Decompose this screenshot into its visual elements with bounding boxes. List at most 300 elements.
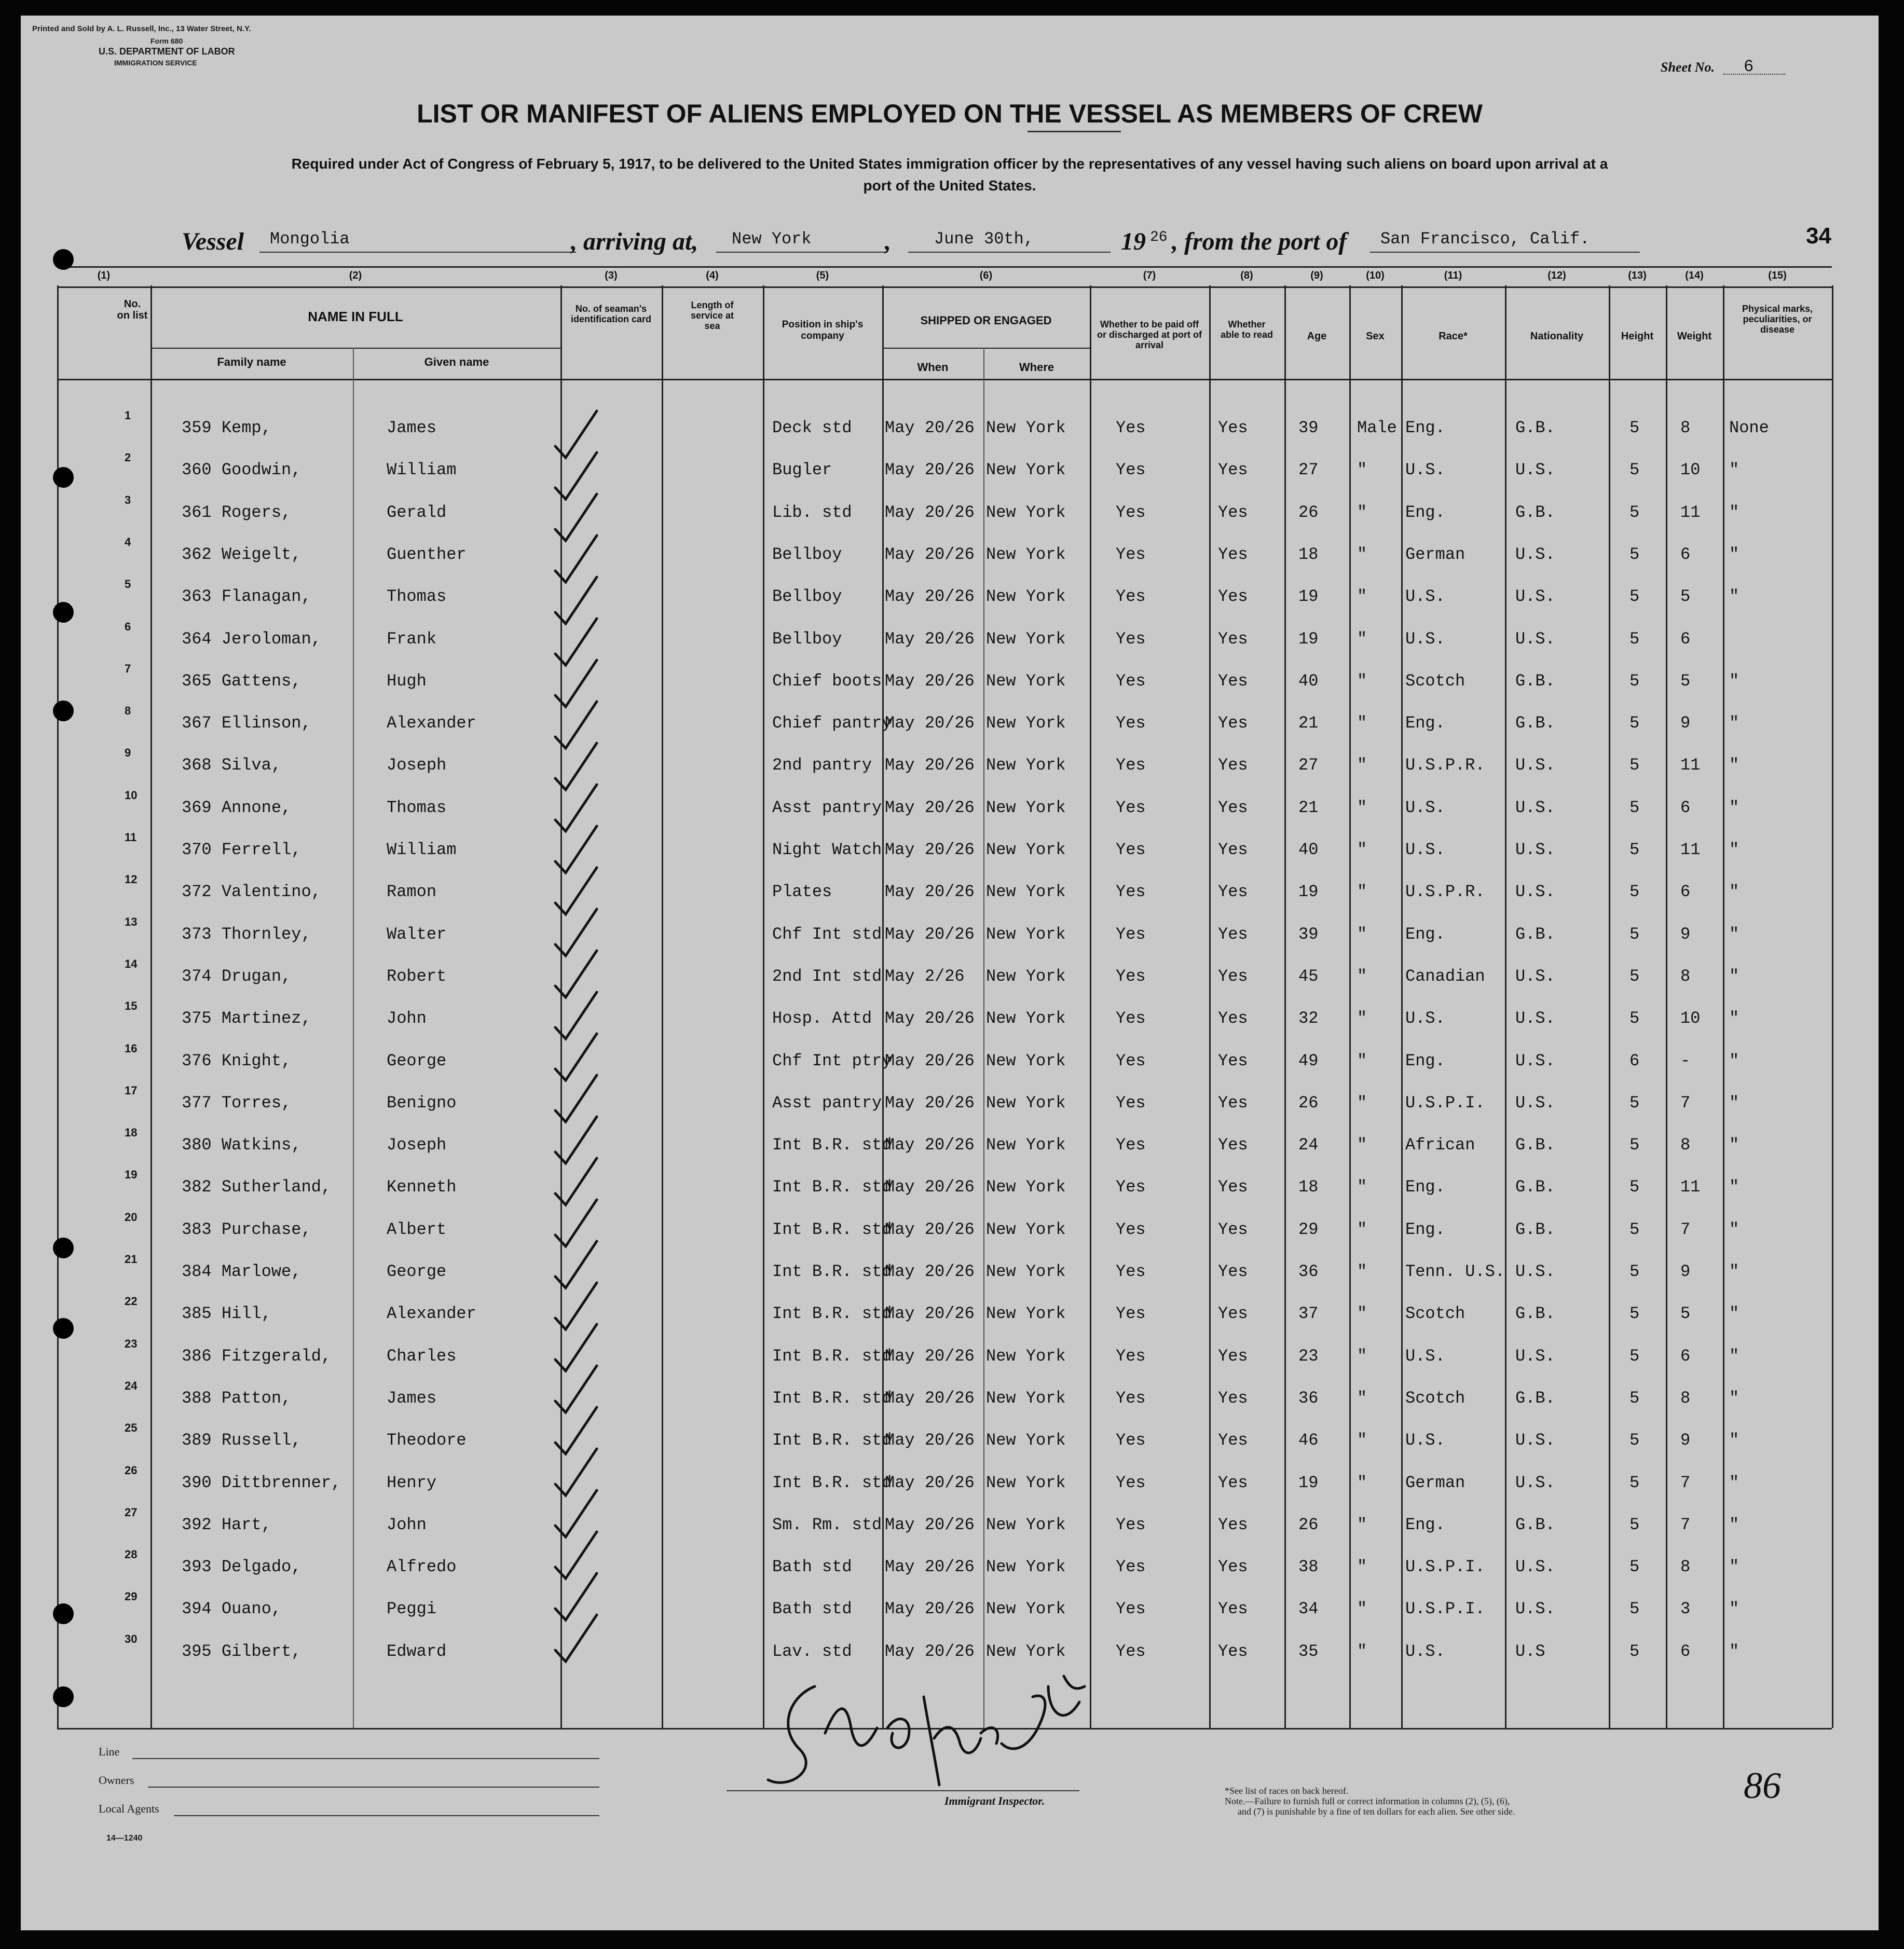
height-cell: 5 (1629, 1304, 1640, 1324)
physical-marks-cell: " (1729, 1093, 1739, 1113)
able-to-read-cell: Yes (1218, 1473, 1248, 1492)
height-cell: 5 (1629, 840, 1640, 859)
weight-cell: - (1680, 1051, 1691, 1070)
sheet-number-rule (1723, 74, 1785, 75)
age-cell: 26 (1298, 1093, 1319, 1113)
table-row (21, 1328, 1879, 1370)
col-when: When (917, 361, 949, 374)
able-to-read-cell: Yes (1218, 882, 1248, 902)
paid-off-cell: Yes (1116, 418, 1146, 437)
weight-cell: 6 (1680, 544, 1691, 564)
sex-cell: " (1357, 1388, 1367, 1408)
physical-marks-cell: " (1729, 587, 1739, 607)
paid-off-cell: Yes (1116, 713, 1146, 733)
physical-marks-cell: " (1729, 798, 1739, 817)
sex-cell: " (1357, 1009, 1367, 1028)
col-shipped-or-engaged: SHIPPED OR ENGAGED (920, 314, 1052, 327)
race-cell: African (1405, 1135, 1475, 1155)
col-identification-card: No. of seaman's identification card (570, 304, 652, 324)
page-title: LIST OR MANIFEST OF ALIENS EMPLOYED ON THE VESSEL AS MEMBERS OF CREW (417, 99, 1483, 128)
family-name-cell: 362 Weigelt, (182, 544, 302, 564)
shipped-when-cell: May 20/26 (885, 460, 975, 480)
col-weight: Weight (1677, 331, 1712, 342)
col-able-to-read: Whether able to read (1220, 319, 1273, 340)
row-number: 20 (125, 1210, 138, 1224)
row-number: 22 (125, 1295, 138, 1308)
given-name-cell: Hugh (387, 671, 427, 691)
height-cell: 5 (1629, 713, 1640, 733)
physical-marks-cell: " (1729, 1219, 1739, 1239)
position-cell: Hosp. Attd (772, 1009, 872, 1028)
nationality-cell: U.S. (1515, 1009, 1555, 1028)
sheet-label: Sheet No. (1661, 60, 1715, 75)
binder-hole (53, 467, 74, 488)
race-cell: U.S. (1405, 1431, 1445, 1450)
position-cell: 2nd pantry (772, 756, 872, 775)
shipped-when-cell: May 20/26 (885, 1262, 975, 1281)
weight-cell: 9 (1680, 1431, 1691, 1450)
family-name-cell: 390 Dittbrenner, (182, 1473, 341, 1492)
physical-marks-cell: " (1729, 1262, 1739, 1281)
family-name-cell: 388 Patton, (182, 1388, 292, 1408)
row-number: 14 (125, 957, 138, 970)
age-cell: 23 (1298, 1346, 1319, 1366)
sex-cell: " (1357, 1093, 1367, 1113)
sex-cell: " (1357, 840, 1367, 859)
race-cell: German (1405, 1473, 1465, 1492)
shipped-when-cell: May 20/26 (885, 1641, 975, 1661)
physical-marks-cell: " (1729, 1388, 1739, 1408)
shipped-where-cell: New York (986, 1219, 1066, 1239)
able-to-read-cell: Yes (1218, 1557, 1248, 1577)
given-name-cell: Frank (387, 629, 437, 649)
height-cell: 5 (1629, 1473, 1640, 1492)
paid-off-cell: Yes (1116, 1599, 1146, 1619)
paid-off-cell: Yes (1116, 924, 1146, 944)
position-cell: Int B.R. std (772, 1473, 892, 1492)
paid-off-cell: Yes (1116, 1009, 1146, 1028)
shipped-when-cell: May 20/26 (885, 1219, 975, 1239)
given-name-cell: John (387, 1009, 427, 1028)
col-name-in-full: NAME IN FULL (308, 309, 403, 324)
shipped-when-cell: May 20/26 (885, 1388, 975, 1408)
given-name-cell: Walter (387, 924, 447, 944)
shipped-when-cell: May 20/26 (885, 1473, 975, 1492)
physical-marks-cell: " (1729, 1599, 1739, 1619)
family-name-cell: 367 Ellinson, (182, 713, 311, 733)
age-cell: 45 (1298, 966, 1319, 986)
able-to-read-cell: Yes (1218, 1346, 1248, 1366)
from-port: San Francisco, Calif. (1380, 229, 1590, 249)
physical-marks-cell: " (1729, 460, 1739, 480)
shipped-when-cell: May 20/26 (885, 1093, 975, 1113)
shipped-where-cell: New York (986, 966, 1066, 986)
shipped-when-cell: May 20/26 (885, 1009, 975, 1028)
nationality-cell: U.S (1515, 1641, 1545, 1661)
position-cell: Asst pantry (772, 1093, 882, 1113)
weight-cell: 5 (1680, 587, 1691, 607)
table-row (21, 695, 1879, 737)
inspector-label: Immigrant Inspector. (944, 1794, 1045, 1807)
race-cell: Eng. (1405, 924, 1445, 944)
binder-hole (53, 1238, 74, 1258)
paid-off-cell: Yes (1116, 1431, 1146, 1450)
physical-marks-cell: " (1729, 1431, 1739, 1450)
paid-off-cell: Yes (1116, 1135, 1146, 1155)
row-number: 13 (125, 915, 138, 928)
age-cell: 19 (1298, 882, 1319, 902)
checkmark-column (545, 389, 618, 1686)
race-cell: Scotch (1405, 1304, 1465, 1324)
shipped-when-cell: May 20/26 (885, 418, 975, 437)
physical-marks-cell: " (1729, 1304, 1739, 1324)
paid-off-cell: Yes (1116, 1641, 1146, 1661)
sex-cell: " (1357, 924, 1367, 944)
race-cell: U.S. (1405, 1009, 1445, 1028)
position-cell: Int B.R. std (772, 1388, 892, 1408)
age-cell: 21 (1298, 798, 1319, 817)
sex-cell: " (1357, 1473, 1367, 1492)
table-row (21, 568, 1879, 610)
table-row (21, 611, 1879, 653)
manifest-sheet: Printed and Sold by A. L. Russell, Inc., 13 Water Street, N.Y. Form 680 U.S. DEPARTMENT OF LABOR IMMIGRATION SERVICE Sheet No. 6 LIST OR MANIFEST OF ALIENS EMPLOYED ON THE VESSEL AS MEMBERS OF CREW Required under Act of Congress of February 5, 1917, to be delivered to the United States immigration officer by the representatives of any vessel having such aliens on board upon arrival at a port of the United States. Vessel Mongolia , arriving at, New York , June 30th, 19 26 , from the port of San Francisco, Calif. 34 (1) No. on list (2) NAME IN FULL Family name Given name (3) No. of seaman's identification card (4) Length of service at sea (5) Position in ship's company (6) SHIPPED OR ENGAGED When Where (7) Whether to be paid off or discharged at port of arrival (8) Whether able to read (9) Age (10) Sex (11) Race* (12) Nationality (13) Height (14) Weight (15) Physical marks, peculiarities, or disease 1 359 Kemp, James Deck std May 20/26 New York Yes Yes 39 Male Eng. G.B. 5 8 None 2 360 Goodwin, William Bugler May 20/26 New York Yes Yes 27 " U.S. U.S. 5 10 " 3 361 Rogers, Gerald Lib. std May 20/26 New York Yes Yes 26 " Eng. G.B. 5 11 " 4 362 Weigelt, Guenther Bellboy May 20/26 New York Yes Yes 18 " German U.S. 5 6 " 5 363 Flanagan, Thomas Bellboy May 20/26 New York Yes Yes 19 " U.S. U.S. 5 5 " 6 364 Jeroloman, Frank Bellboy May 20/26 New York Yes Yes 19 " U.S. U.S. 5 6 7 365 Gattens, Hugh Chief boots May 20/26 New York Yes Yes 40 " Scotch G.B. 5 5 " 8 367 Ellinson, Alexander Chief pantry May 20/26 New York Yes Yes 21 " Eng. G.B. 5 9 " 9 368 Silva, Joseph 2nd pantry May 20/26 New York Yes Yes 27 " U.S.P.R. U.S. 5 11 " 10 369 Annone, Thomas Asst pantry May 20/26 New York Yes Yes 21 " U.S. U.S. 5 6 " 11 370 Ferrell, William Night Watch May 20/26 New York Yes Yes 40 " U.S. U.S. 5 11 " 12 372 Valentino, Ramon Plates May 20/26 New York Yes Yes 19 " U.S.P.R. U.S. 5 6 " 13 373 Thornley, Walter Chf Int std May 20/26 New York Yes Yes 39 " Eng. G.B. 5 9 " 14 374 Drugan, Robert 2nd Int std May 2/26 New York Yes Yes 45 " Canadian U.S. 5 8 " 15 375 Martinez, John Hosp. Attd May 20/26 New York Yes Yes 32 " U.S. U.S. 5 10 " 16 376 Knight, George Chf Int ptry May 20/26 New York Yes Yes 49 " Eng. U.S. 6 - " 17 377 Torres, Benigno Asst pantry May 20/26 New York Yes Yes 26 " U.S.P.I. U.S. 5 7 " 18 380 Watkins, Joseph Int B.R. std May 20/26 New York Yes Yes 24 " African G.B. 5 8 " 19 382 Sutherland, Kenneth Int B.R. std May 20/26 New York Yes Yes 18 " Eng. G.B. 5 11 " 20 383 Purchase, Albert Int B.R. std May 20/26 New York Yes Yes 29 " Eng. G.B. 5 7 " 21 384 Marlowe, George Int B.R. std May 20/26 New York Yes Yes 36 " Tenn. U.S. U.S. 5 9 " 22 385 Hill, Alexander Int B.R. std May 20/26 New York Yes Yes 37 " Scotch G.B. 5 5 " 23 386 Fitzgerald, Charles Int B.R. std May 20/26 New York Yes Yes 23 " U.S. U.S. 5 6 " 24 388 Patton, James Int B.R. std May 20/26 New York Yes Yes 36 " Scotch G.B. 5 8 " 25 389 Russell, Theodore Int B.R. std May 20/26 New York Yes Yes 46 " U.S. U.S. 5 9 " 26 390 Dittbrenner, Henry Int B.R. std May 20/26 New York Yes Yes 19 " German U.S. 5 7 " 27 392 Hart, John Sm. Rm. std May 20/26 New York Yes Yes 26 " Eng. G.B. 5 7 " 28 393 Delgado, Alfredo Bath std May 20/26 New York Yes Yes 38 " U.S.P.I. U.S. 5 8 " 29 394 Ouano, Peggi Bath std May 20/26 New York Yes Yes 34 " U.S.P.I. U.S. 5 3 " 30 395 Gilbert, Edward Lav. std May 20/26 New York Yes Yes 35 " U.S. U.S 5 6 " Line Owners Local Agents 14—1240 Immigrant Inspector. *See list of races on back hereof. Note.—Failure to furnish full or correct information in columns (2), (5), (6), and (7) is punishable by a fine of ten dollars for each alien. See other side. 86 (21, 16, 1879, 1930)
table-row (21, 1497, 1879, 1539)
row-number: 12 (125, 873, 138, 886)
race-cell: Eng. (1405, 1515, 1445, 1534)
physical-marks-cell: " (1729, 1641, 1739, 1661)
nationality-cell: U.S. (1515, 544, 1555, 564)
height-cell: 5 (1629, 1177, 1640, 1197)
title-rule (1028, 131, 1121, 132)
physical-marks-cell: " (1729, 1473, 1739, 1492)
weight-cell: 6 (1680, 1346, 1691, 1366)
shipped-where-cell: New York (986, 587, 1066, 607)
height-cell: 5 (1629, 587, 1640, 607)
position-cell: Int B.R. std (772, 1346, 892, 1366)
race-cell: U.S.P.R. (1405, 756, 1485, 775)
table-row (21, 948, 1879, 990)
nationality-cell: G.B. (1515, 924, 1555, 944)
age-cell: 18 (1298, 1177, 1319, 1197)
table-row (21, 1159, 1879, 1201)
position-cell: Bath std (772, 1557, 852, 1577)
height-cell: 5 (1629, 418, 1640, 437)
table-row (21, 1454, 1879, 1497)
nationality-cell: G.B. (1515, 671, 1555, 691)
height-cell: 5 (1629, 502, 1640, 522)
weight-cell: 6 (1680, 882, 1691, 902)
given-name-cell: Joseph (387, 1135, 447, 1155)
race-cell: U.S. (1405, 587, 1445, 607)
given-name-cell: Thomas (387, 587, 447, 607)
position-cell: Asst pantry (772, 798, 882, 817)
family-name-cell: 363 Flanagan, (182, 587, 311, 607)
able-to-read-cell: Yes (1218, 1093, 1248, 1113)
row-number: 19 (125, 1168, 138, 1182)
shipped-when-cell: May 20/26 (885, 1599, 975, 1619)
weight-cell: 9 (1680, 924, 1691, 944)
sex-cell: " (1357, 1641, 1367, 1661)
height-cell: 5 (1629, 629, 1640, 649)
date-rule (908, 252, 1111, 253)
given-name-cell: Theodore (387, 1431, 467, 1450)
paid-off-cell: Yes (1116, 1557, 1146, 1577)
nationality-cell: G.B. (1515, 1388, 1555, 1408)
shipped-where-cell: New York (986, 1177, 1066, 1197)
shipped-where-cell: New York (986, 1051, 1066, 1070)
family-name-cell: 382 Sutherland, (182, 1177, 332, 1197)
able-to-read-cell: Yes (1218, 713, 1248, 733)
weight-cell: 8 (1680, 966, 1691, 986)
position-cell: Lav. std (772, 1641, 852, 1661)
able-to-read-cell: Yes (1218, 460, 1248, 480)
able-to-read-cell: Yes (1218, 1431, 1248, 1450)
header-bottom-rule (57, 379, 1832, 380)
sex-cell: " (1357, 966, 1367, 986)
table-row (21, 400, 1879, 442)
shipped-where-cell: New York (986, 1304, 1066, 1324)
position-cell: Bath std (772, 1599, 852, 1619)
nationality-cell: U.S. (1515, 966, 1555, 986)
race-cell: Tenn. U.S. (1405, 1262, 1505, 1281)
col-position: Position in ship's company (782, 319, 864, 341)
height-cell: 5 (1629, 756, 1640, 775)
footer-owners-label: Owners (99, 1774, 134, 1787)
family-name-cell: 361 Rogers, (182, 502, 292, 522)
height-cell: 5 (1629, 1431, 1640, 1450)
nationality-cell: G.B. (1515, 1177, 1555, 1197)
col-given-name: Given name (424, 355, 489, 368)
shipped-where-cell: New York (986, 629, 1066, 649)
paid-off-cell: Yes (1116, 1515, 1146, 1534)
nationality-cell: U.S. (1515, 1262, 1555, 1281)
given-name-cell: Joseph (387, 756, 447, 775)
nationality-cell: U.S. (1515, 798, 1555, 817)
sex-cell: " (1357, 1051, 1367, 1070)
table-row (21, 737, 1879, 779)
table-row (21, 821, 1879, 863)
family-name-cell: 386 Fitzgerald, (182, 1346, 332, 1366)
arriving-label: , arriving at, (571, 228, 698, 255)
shipped-when-cell: May 20/26 (885, 1431, 975, 1450)
family-name-cell: 373 Thornley, (182, 924, 311, 944)
position-cell: Plates (772, 882, 832, 902)
row-number: 9 (125, 746, 131, 760)
col-sex: Sex (1366, 331, 1385, 342)
paid-off-cell: Yes (1116, 629, 1146, 649)
paid-off-cell: Yes (1116, 1093, 1146, 1113)
age-cell: 34 (1298, 1599, 1319, 1619)
paid-off-cell: Yes (1116, 882, 1146, 902)
age-cell: 27 (1298, 756, 1319, 775)
height-cell: 5 (1629, 882, 1640, 902)
weight-cell: 7 (1680, 1093, 1691, 1113)
able-to-read-cell: Yes (1218, 924, 1248, 944)
shipped-when-cell: May 2/26 (885, 966, 965, 986)
nationality-cell: U.S. (1515, 1051, 1555, 1070)
shipped-where-cell: New York (986, 502, 1066, 522)
sex-cell: " (1357, 1431, 1367, 1450)
shipped-where-cell: New York (986, 1262, 1066, 1281)
physical-marks-cell: " (1729, 1177, 1739, 1197)
family-name-cell: 377 Torres, (182, 1093, 292, 1113)
race-cell: U.S. (1405, 798, 1445, 817)
race-cell: Eng. (1405, 1219, 1445, 1239)
given-name-cell: Benigno (387, 1093, 457, 1113)
nationality-cell: U.S. (1515, 460, 1555, 480)
height-cell: 5 (1629, 544, 1640, 564)
physical-marks-cell: " (1729, 1135, 1739, 1155)
paid-off-cell: Yes (1116, 671, 1146, 691)
position-cell: Chf Int ptry (772, 1051, 892, 1070)
position-cell: Int B.R. std (772, 1304, 892, 1324)
sex-cell: " (1357, 1219, 1367, 1239)
position-cell: 2nd Int std (772, 966, 882, 986)
given-name-cell: Kenneth (387, 1177, 457, 1197)
table-row (21, 1075, 1879, 1117)
able-to-read-cell: Yes (1218, 1009, 1248, 1028)
paid-off-cell: Yes (1116, 1219, 1146, 1239)
nationality-cell: G.B. (1515, 502, 1555, 522)
sex-cell: " (1357, 882, 1367, 902)
nationality-cell: U.S. (1515, 587, 1555, 607)
paid-off-cell: Yes (1116, 1388, 1146, 1408)
position-cell: Int B.R. std (772, 1177, 892, 1197)
given-name-cell: Alexander (387, 1304, 476, 1324)
age-cell: 26 (1298, 1515, 1319, 1534)
footer-note-2: Note.—Failure to furnish full or correct information in columns (2), (5), (6), (1225, 1796, 1510, 1806)
weight-cell: 11 (1680, 840, 1701, 859)
arriving-port: New York (732, 229, 812, 249)
row-number: 2 (125, 451, 131, 464)
inspector-signature (758, 1666, 1121, 1801)
height-cell: 5 (1629, 1599, 1640, 1619)
row-number: 21 (125, 1253, 138, 1266)
table-row (21, 442, 1879, 484)
height-cell: 5 (1629, 671, 1640, 691)
printer-line: Printed and Sold by A. L. Russell, Inc., 13 Water Street, N.Y. (32, 24, 251, 33)
age-cell: 35 (1298, 1641, 1319, 1661)
physical-marks-cell: " (1729, 882, 1739, 902)
weight-cell: 11 (1680, 502, 1701, 522)
shipped-where-cell: New York (986, 544, 1066, 564)
shipped-where-cell: New York (986, 1135, 1066, 1155)
shipped-when-cell: May 20/26 (885, 798, 975, 817)
sex-cell: " (1357, 671, 1367, 691)
age-cell: 26 (1298, 502, 1319, 522)
page-mark: 34 (1806, 223, 1831, 249)
sex-cell: " (1357, 460, 1367, 480)
nationality-cell: U.S. (1515, 1346, 1555, 1366)
race-cell: U.S.P.I. (1405, 1557, 1485, 1577)
age-cell: 39 (1298, 924, 1319, 944)
nationality-cell: G.B. (1515, 1219, 1555, 1239)
height-cell: 5 (1629, 1557, 1640, 1577)
family-name-cell: 376 Knight, (182, 1051, 292, 1070)
col-family-name: Family name (217, 355, 286, 368)
shipped-when-cell: May 20/26 (885, 924, 975, 944)
paid-off-cell: Yes (1116, 1177, 1146, 1197)
race-cell: U.S. (1405, 1346, 1445, 1366)
year-label: 19 (1121, 228, 1146, 255)
sex-cell: " (1357, 1515, 1367, 1534)
shipped-where-cell: New York (986, 1431, 1066, 1450)
nationality-cell: G.B. (1515, 1304, 1555, 1324)
row-number: 29 (125, 1590, 138, 1603)
age-cell: 37 (1298, 1304, 1319, 1324)
able-to-read-cell: Yes (1218, 840, 1248, 859)
from-label: , from the port of (1172, 228, 1347, 255)
weight-cell: 10 (1680, 1009, 1701, 1028)
shipped-where-cell: New York (986, 1473, 1066, 1492)
footer-line-label: Line (99, 1745, 120, 1758)
race-cell: Eng. (1405, 418, 1445, 437)
corner-number: 86 (1744, 1765, 1781, 1806)
footer-note-3: and (7) is punishable by a fine of ten dollars for each alien. See other side. (1238, 1806, 1515, 1817)
given-name-cell: George (387, 1051, 447, 1070)
physical-marks-cell: " (1729, 713, 1739, 733)
height-cell: 5 (1629, 798, 1640, 817)
arriving-rule (716, 252, 887, 253)
sex-cell: Male (1357, 418, 1397, 437)
row-number: 24 (125, 1379, 138, 1392)
subtitle-line-1: Required under Act of Congress of February 5, 1917, to be delivered to the United States immigration officer by the representatives of any vessel having such aliens on board upon arrival at a (291, 156, 1608, 172)
given-name-cell: Guenther (387, 544, 467, 564)
table-row (21, 653, 1879, 695)
sex-cell: " (1357, 713, 1367, 733)
form-number: Form 680 (150, 37, 183, 45)
family-name-cell: 375 Martinez, (182, 1009, 311, 1028)
race-cell: U.S.P.R. (1405, 882, 1485, 902)
age-cell: 36 (1298, 1388, 1319, 1408)
physical-marks-cell: " (1729, 756, 1739, 775)
nationality-cell: G.B. (1515, 1515, 1555, 1534)
age-cell: 19 (1298, 629, 1319, 649)
col-where: Where (1019, 361, 1054, 374)
vessel-rule (259, 252, 576, 253)
row-number: 23 (125, 1337, 138, 1350)
height-cell: 5 (1629, 1641, 1640, 1661)
weight-cell: 10 (1680, 460, 1701, 480)
table-top-rule (57, 266, 1832, 268)
given-name-cell: James (387, 418, 437, 437)
row-number: 10 (125, 788, 138, 802)
given-name-cell: Thomas (387, 798, 447, 817)
race-cell: Eng. (1405, 713, 1445, 733)
family-name-cell: 394 Ouano, (182, 1599, 282, 1619)
position-cell: Bellboy (772, 544, 842, 564)
weight-cell: 11 (1680, 756, 1701, 775)
shipped-where-cell: New York (986, 1346, 1066, 1366)
family-name-cell: 364 Jeroloman, (182, 629, 321, 649)
shipped-when-cell: May 20/26 (885, 544, 975, 564)
able-to-read-cell: Yes (1218, 502, 1248, 522)
weight-cell: 8 (1680, 1388, 1691, 1408)
table-row (21, 1623, 1879, 1665)
binder-hole (53, 701, 74, 721)
table-row (21, 1581, 1879, 1623)
shipped-when-cell: May 20/26 (885, 840, 975, 859)
shipped-where-cell: New York (986, 460, 1066, 480)
sex-cell: " (1357, 1177, 1367, 1197)
weight-cell: 8 (1680, 1557, 1691, 1577)
shipped-where-cell: New York (986, 1388, 1066, 1408)
able-to-read-cell: Yes (1218, 756, 1248, 775)
row-number: 1 (125, 409, 131, 422)
sex-cell: " (1357, 502, 1367, 522)
sex-cell: " (1357, 587, 1367, 607)
shipped-where-cell: New York (986, 882, 1066, 902)
